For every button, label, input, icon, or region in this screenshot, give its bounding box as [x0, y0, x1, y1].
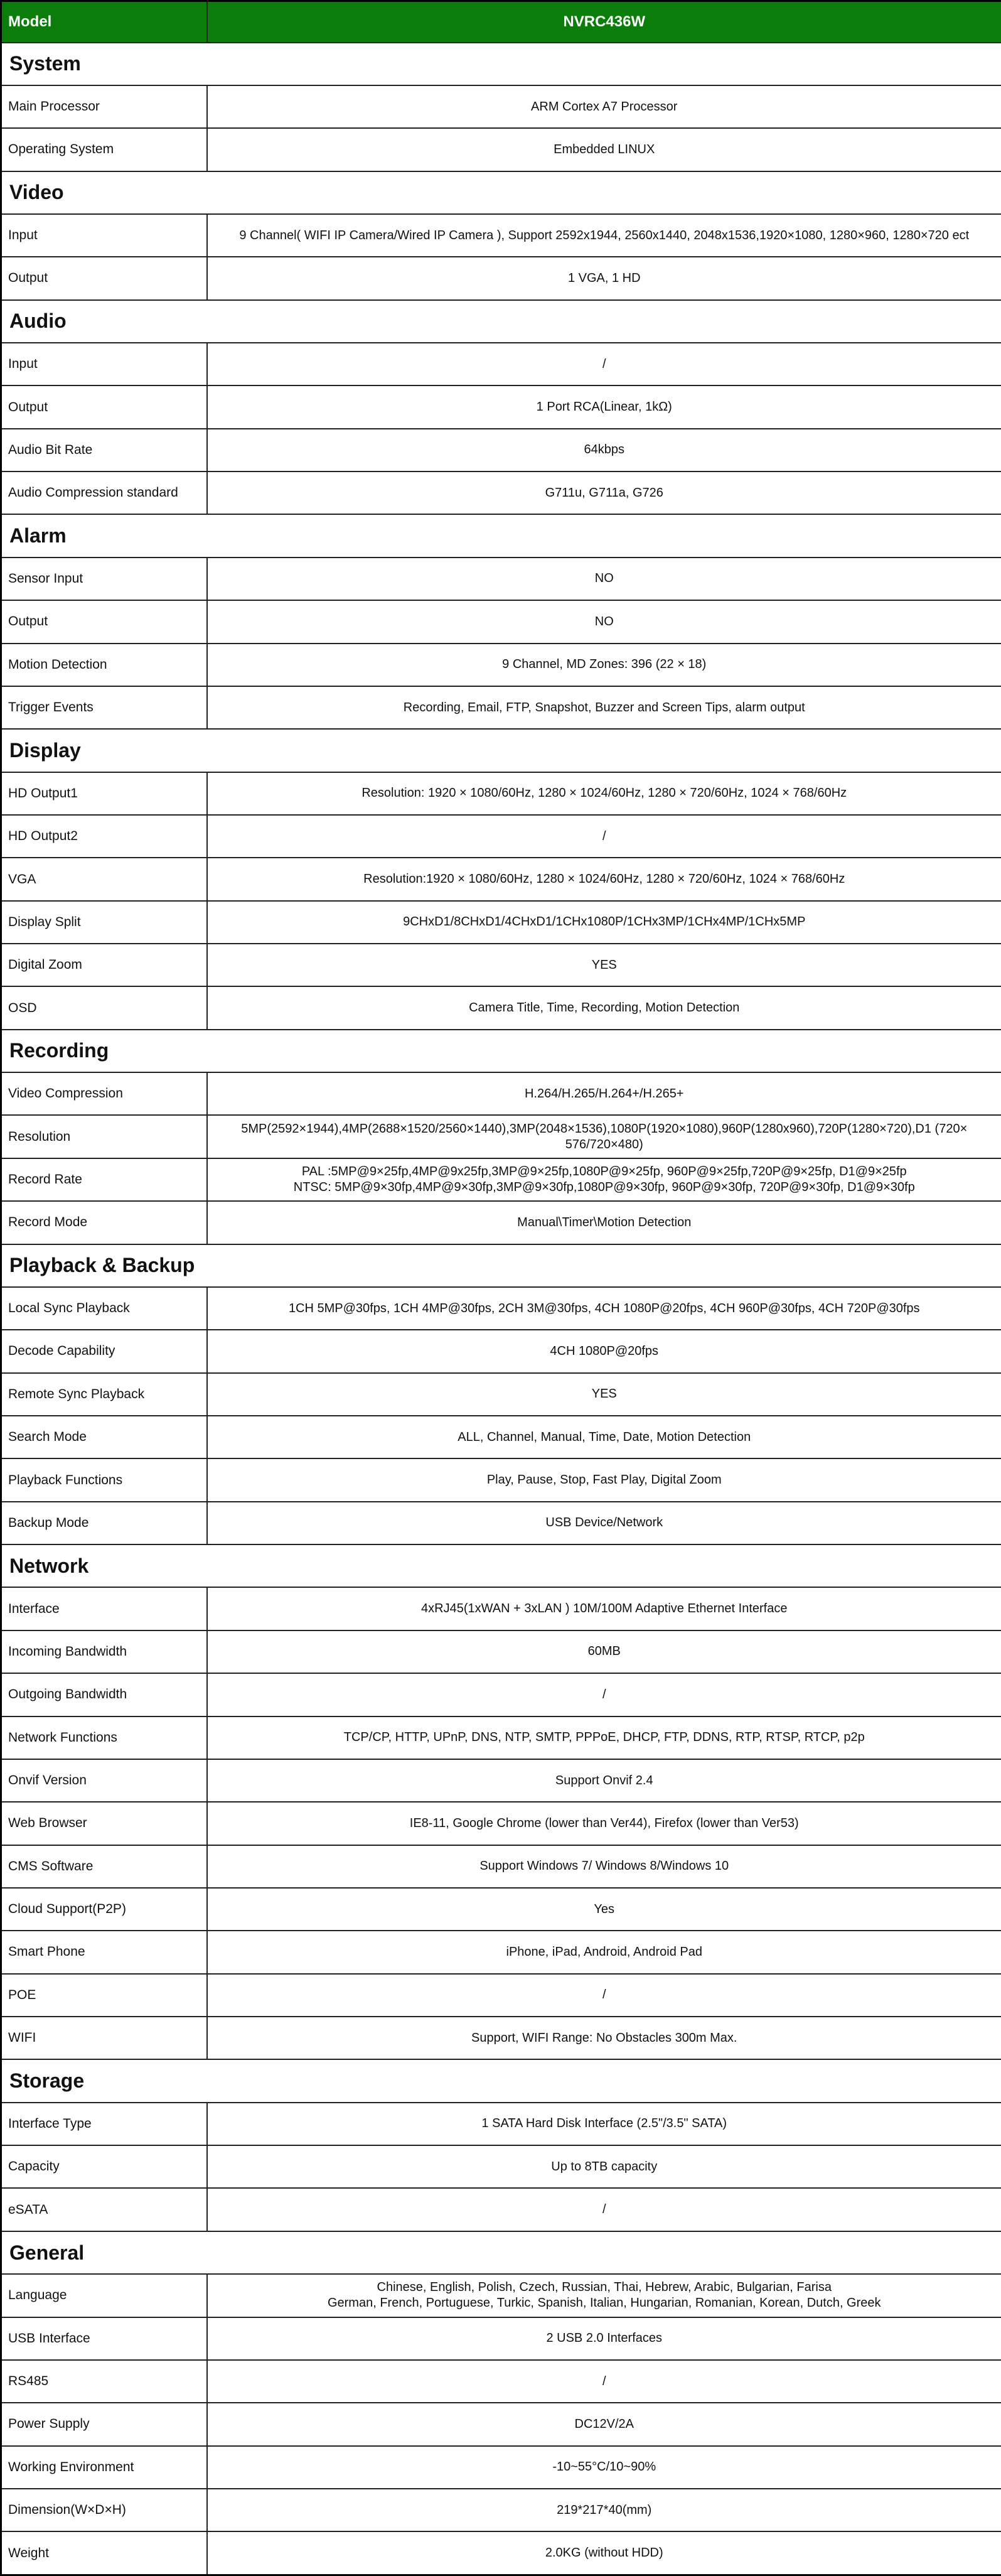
- spec-value: [207, 815, 1001, 858]
- spec-value: [207, 1587, 1001, 1630]
- spec-value-line: 4CH 1080P@20fps: [550, 1344, 659, 1358]
- spec-value-line: ARM Cortex A7 Processor: [531, 99, 678, 114]
- spec-value: [207, 257, 1001, 299]
- spec-value-line: ALL, Channel, Manual, Time, Date, Motion Detection: [458, 1430, 751, 1444]
- spec-label: Working Environment: [1, 2446, 207, 2489]
- spec-value: [207, 901, 1001, 944]
- spec-label: Input: [1, 343, 207, 385]
- spec-value: [207, 558, 1001, 600]
- spec-value-line: Resolution: 1920 × 1080/60Hz, 1280 × 1024/60Hz, 1280 × 720/60Hz, 1024 × 768/60Hz: [361, 786, 847, 800]
- spec-row: [1, 2446, 1001, 2489]
- spec-value-line: Resolution:1920 × 1080/60Hz, 1280 × 1024/60Hz, 1280 × 720/60Hz, 1024 × 768/60Hz: [363, 872, 845, 886]
- spec-label: Decode Capability: [1, 1330, 207, 1372]
- spec-label: Motion Detection: [1, 644, 207, 686]
- spec-label: USB Interface: [1, 2317, 207, 2360]
- spec-label: Resolution: [1, 1115, 207, 1158]
- spec-label: Main Processor: [1, 85, 207, 128]
- spec-value: [207, 1072, 1001, 1115]
- spec-value: [207, 1201, 1001, 1244]
- spec-label: Network Functions: [1, 1716, 207, 1759]
- spec-value: [207, 2188, 1001, 2231]
- spec-row: [1, 944, 1001, 986]
- section-header-network: [1, 1544, 1001, 1587]
- spec-row: [1, 558, 1001, 600]
- spec-value-line: IE8-11, Google Chrome (lower than Ver44), Firefox (lower than Ver53): [409, 1816, 799, 1830]
- spec-label: Onvif Version: [1, 1759, 207, 1802]
- spec-label: Backup Mode: [1, 1502, 207, 1544]
- section-header-storage: [1, 2059, 1001, 2102]
- spec-value: [207, 1458, 1001, 1501]
- spec-value: [207, 2360, 1001, 2403]
- spec-value-line: Up to 8TB capacity: [551, 2159, 658, 2174]
- spec-value-line: 1 VGA, 1 HD: [567, 271, 641, 285]
- spec-value: [207, 600, 1001, 643]
- spec-label: Output: [1, 600, 207, 643]
- spec-row: [1, 686, 1001, 729]
- spec-value-line: Support, WIFI Range: No Obstacles 300m Max.: [471, 2030, 737, 2045]
- spec-value-line: Manual\Timer\Motion Detection: [517, 1215, 692, 1229]
- spec-value-line: Support Windows 7/ Windows 8/Windows 10: [479, 1859, 729, 1873]
- spec-value-line: 576/720×480): [565, 1137, 643, 1151]
- spec-value-line: German, French, Portuguese, Turkic, Spanish, Italian, Hungarian, Romanian, Korean, Dutch, Greek: [327, 2296, 881, 2310]
- section-title: Playback & Backup: [1, 1244, 1001, 1287]
- spec-value: [207, 2489, 1001, 2531]
- spec-value: [207, 214, 1001, 257]
- spec-value-line: 2.0KG (without HDD): [545, 2546, 663, 2560]
- spec-value: [207, 85, 1001, 128]
- spec-value: [207, 644, 1001, 686]
- section-title: Audio: [1, 300, 1001, 343]
- spec-label: Cloud Support(P2P): [1, 1888, 207, 1931]
- spec-row: [1, 2188, 1001, 2231]
- section-header-recording: [1, 1030, 1001, 1072]
- section-header-video: [1, 171, 1001, 214]
- section-header-display: [1, 729, 1001, 772]
- spec-label: VGA: [1, 858, 207, 900]
- spec-row: [1, 1115, 1001, 1158]
- spec-row: [1, 1587, 1001, 1630]
- spec-label: Audio Bit Rate: [1, 429, 207, 472]
- spec-row: [1, 986, 1001, 1029]
- header-row: [1, 1, 1001, 43]
- spec-value-line: G711u, G711a, G726: [545, 485, 663, 500]
- spec-value: [207, 128, 1001, 171]
- spec-value-line: /: [602, 1687, 606, 1701]
- spec-value-line: 4xRJ45(1xWAN + 3xLAN ) 10M/100M Adaptive Ethernet Interface: [421, 1602, 788, 1616]
- spec-label: Dimension(W×D×H): [1, 2489, 207, 2531]
- spec-value: [207, 1373, 1001, 1416]
- spec-value-line: Yes: [594, 1902, 615, 1916]
- spec-row: [1, 128, 1001, 171]
- spec-value: [207, 1888, 1001, 1931]
- spec-value: [207, 1115, 1001, 1158]
- spec-value-line: H.264/H.265/H.264+/H.265+: [524, 1086, 684, 1101]
- spec-value: [207, 944, 1001, 986]
- spec-row: [1, 1716, 1001, 1759]
- spec-label: Smart Phone: [1, 1931, 207, 1973]
- section-title: General: [1, 2231, 1001, 2274]
- spec-value-line: /: [602, 2202, 606, 2217]
- spec-value: [207, 772, 1001, 815]
- spec-row: [1, 2403, 1001, 2445]
- spec-row: [1, 385, 1001, 428]
- spec-value-line: 1 SATA Hard Disk Interface (2.5"/3.5" SATA): [481, 2116, 727, 2131]
- spec-label: Power Supply: [1, 2403, 207, 2445]
- spec-label: Web Browser: [1, 1802, 207, 1845]
- spec-row: [1, 901, 1001, 944]
- spec-value: [207, 1845, 1001, 1888]
- spec-row: [1, 257, 1001, 299]
- spec-row: [1, 85, 1001, 128]
- spec-value: [207, 472, 1001, 514]
- spec-label: Remote Sync Playback: [1, 1373, 207, 1416]
- spec-row: [1, 815, 1001, 858]
- spec-label: RS485: [1, 2360, 207, 2403]
- spec-value-line: Support Onvif 2.4: [555, 1773, 653, 1787]
- spec-row: [1, 2017, 1001, 2059]
- spec-value: [207, 1416, 1001, 1458]
- spec-label: Local Sync Playback: [1, 1287, 207, 1330]
- section-title: Alarm: [1, 514, 1001, 557]
- spec-label: Capacity: [1, 2145, 207, 2188]
- spec-label: WIFI: [1, 2017, 207, 2059]
- spec-row: [1, 1373, 1001, 1416]
- spec-value-line: 9 Channel( WIFI IP Camera/Wired IP Camera ), Support 2592x1944, 2560x1440, 2048x1536,1920×1080, 1280×960, 1280×720 ect: [239, 228, 970, 242]
- spec-label: Audio Compression standard: [1, 472, 207, 514]
- section-header-audio: [1, 300, 1001, 343]
- spec-value: [207, 2274, 1001, 2317]
- spec-value-line: Chinese, English, Polish, Czech, Russian, Thai, Hebrew, Arabic, Bulgarian, Farisa: [377, 2280, 832, 2295]
- spec-row: [1, 2103, 1001, 2145]
- section-title: Network: [1, 1544, 1001, 1587]
- spec-value: [207, 2103, 1001, 2145]
- spec-row: [1, 429, 1001, 472]
- spec-value-line: DC12V/2A: [574, 2417, 634, 2431]
- spec-label: Sensor Input: [1, 558, 207, 600]
- spec-label: Outgoing Bandwidth: [1, 1673, 207, 1716]
- spec-label: Operating System: [1, 128, 207, 171]
- section-title: Video: [1, 171, 1001, 214]
- spec-value: [207, 1802, 1001, 1845]
- section-title: Display: [1, 729, 1001, 772]
- spec-label: Search Mode: [1, 1416, 207, 1458]
- spec-value-line: Embedded LINUX: [554, 142, 655, 156]
- spec-label: Interface Type: [1, 2103, 207, 2145]
- spec-label: POE: [1, 1974, 207, 2017]
- spec-value: [207, 686, 1001, 729]
- spec-value: [207, 986, 1001, 1029]
- spec-value: [207, 429, 1001, 472]
- spec-value: [207, 2531, 1001, 2575]
- spec-value: [207, 1931, 1001, 1973]
- spec-row: [1, 1888, 1001, 1931]
- spec-value-line: 64kbps: [584, 443, 624, 457]
- spec-row: [1, 600, 1001, 643]
- spec-row: [1, 1802, 1001, 1845]
- model-label: Model: [1, 1, 207, 43]
- spec-row: [1, 2489, 1001, 2531]
- spec-value-line: Play, Pause, Stop, Fast Play, Digital Zoom: [486, 1473, 722, 1487]
- section-header-system: [1, 43, 1001, 85]
- section-title: Recording: [1, 1030, 1001, 1072]
- spec-row: [1, 1416, 1001, 1458]
- spec-value: [207, 1158, 1001, 1201]
- spec-row: [1, 1072, 1001, 1115]
- spec-row: [1, 1931, 1001, 1973]
- spec-label: Digital Zoom: [1, 944, 207, 986]
- spec-value: [207, 1630, 1001, 1673]
- spec-value-line: 9CHxD1/8CHxD1/4CHxD1/1CHx1080P/1CHx3MP/1CHx4MP/1CHx5MP: [403, 915, 806, 929]
- spec-row: [1, 2145, 1001, 2188]
- spec-row: [1, 1673, 1001, 1716]
- spec-label: OSD: [1, 986, 207, 1029]
- spec-label: Weight: [1, 2531, 207, 2575]
- spec-value-line: TCP/CP, HTTP, UPnP, DNS, NTP, SMTP, PPPoE, DHCP, FTP, DDNS, RTP, RTSP, RTCP, p2p: [343, 1730, 865, 1745]
- spec-value: [207, 1502, 1001, 1544]
- spec-row: [1, 1502, 1001, 1544]
- spec-label: CMS Software: [1, 1845, 207, 1888]
- section-title: Storage: [1, 2059, 1001, 2102]
- spec-value-line: YES: [591, 1387, 617, 1401]
- model-value: NVRC436W: [207, 1, 1001, 43]
- spec-value: [207, 1287, 1001, 1330]
- spec-value-line: -10~55°C/10~90%: [552, 2460, 656, 2474]
- spec-row: [1, 214, 1001, 257]
- spec-value: [207, 1673, 1001, 1716]
- spec-row: [1, 644, 1001, 686]
- spec-row: [1, 2360, 1001, 2403]
- spec-label: Interface: [1, 1587, 207, 1630]
- section-title: System: [1, 43, 1001, 85]
- spec-value-line: NO: [594, 571, 614, 586]
- spec-label: Input: [1, 214, 207, 257]
- section-header-general: [1, 2231, 1001, 2274]
- spec-label: HD Output2: [1, 815, 207, 858]
- spec-value: [207, 343, 1001, 385]
- spec-value: [207, 1759, 1001, 1802]
- spec-value: [207, 2017, 1001, 2059]
- spec-label: Record Mode: [1, 1201, 207, 1244]
- spec-value-line: NO: [594, 614, 614, 628]
- spec-row: [1, 858, 1001, 900]
- spec-row: [1, 1158, 1001, 1201]
- spec-row: [1, 1287, 1001, 1330]
- spec-row: [1, 1845, 1001, 1888]
- spec-label: Video Compression: [1, 1072, 207, 1115]
- spec-value: [207, 1330, 1001, 1372]
- spec-label: HD Output1: [1, 772, 207, 815]
- spec-label: Language: [1, 2274, 207, 2317]
- spec-value-line: NTSC: 5MP@9×30fp,4MP@9×30fp,3MP@9×30fp,1080P@9×30fp, 960P@9×30fp, 720P@9×30fp, D1@9×30fp: [293, 1180, 915, 1195]
- spec-value: [207, 2145, 1001, 2188]
- spec-row: [1, 2274, 1001, 2317]
- spec-label: Display Split: [1, 901, 207, 944]
- spec-value-line: /: [602, 2374, 606, 2388]
- spec-value-line: 219*217*40(mm): [557, 2503, 652, 2517]
- spec-label: Incoming Bandwidth: [1, 1630, 207, 1673]
- spec-row: [1, 472, 1001, 514]
- spec-value-line: 1CH 5MP@30fps, 1CH 4MP@30fps, 2CH 3M@30fps, 4CH 1080P@20fps, 4CH 960P@30fps, 4CH 720P@30fps: [288, 1301, 920, 1315]
- spec-value: [207, 2317, 1001, 2360]
- spec-value-line: USB Device/Network: [545, 1516, 663, 1530]
- spec-value: [207, 858, 1001, 900]
- spec-row: [1, 2531, 1001, 2575]
- section-header-playback-backup: [1, 1244, 1001, 1287]
- spec-row: [1, 1201, 1001, 1244]
- spec-value-line: Camera Title, Time, Recording, Motion Detection: [469, 1001, 740, 1015]
- spec-value: [207, 1974, 1001, 2017]
- spec-value-line: /: [602, 1988, 606, 2002]
- spec-value-line: /: [602, 829, 606, 843]
- spec-value-line: 60MB: [587, 1644, 621, 1659]
- spec-row: [1, 1458, 1001, 1501]
- spec-label: Playback Functions: [1, 1458, 207, 1501]
- spec-label: Output: [1, 257, 207, 299]
- spec-row: [1, 1330, 1001, 1372]
- spec-value: [207, 2403, 1001, 2445]
- spec-value-line: 2 USB 2.0 Interfaces: [546, 2331, 663, 2346]
- spec-row: [1, 343, 1001, 385]
- spec-value-line: iPhone, iPad, Android, Android Pad: [506, 1944, 702, 1959]
- spec-label: Output: [1, 385, 207, 428]
- spec-value: [207, 385, 1001, 428]
- spec-label: eSATA: [1, 2188, 207, 2231]
- spec-label: Record Rate: [1, 1158, 207, 1201]
- spec-value: [207, 1716, 1001, 1759]
- spec-value-line: 5MP(2592×1944),4MP(2688×1520/2560×1440),3MP(2048×1536),1080P(1920×1080),960P(1280x960),720P(1280×720),D1 (720×: [241, 1121, 968, 1136]
- spec-row: [1, 2317, 1001, 2360]
- spec-value-line: Recording, Email, FTP, Snapshot, Buzzer and Screen Tips, alarm output: [403, 700, 805, 714]
- section-header-alarm: [1, 514, 1001, 557]
- spec-value-line: 1 Port RCA(Linear, 1kΩ): [536, 400, 672, 414]
- spec-row: [1, 1759, 1001, 1802]
- spec-row: [1, 1974, 1001, 2017]
- spec-value-line: 9 Channel, MD Zones: 396 (22 × 18): [502, 657, 707, 672]
- spec-value: [207, 2446, 1001, 2489]
- spec-row: [1, 1630, 1001, 1673]
- spec-value-line: YES: [591, 957, 617, 972]
- spec-label: Trigger Events: [1, 686, 207, 729]
- spec-value-line: /: [602, 357, 606, 371]
- spec-body: [1, 43, 1001, 2575]
- spec-row: [1, 772, 1001, 815]
- spec-value-line: PAL :5MP@9×25fp,4MP@9x25fp,3MP@9×25fp,1080P@9×25fp, 960P@9×25fp,720P@9×25fp, D1@9×25fp: [301, 1165, 907, 1179]
